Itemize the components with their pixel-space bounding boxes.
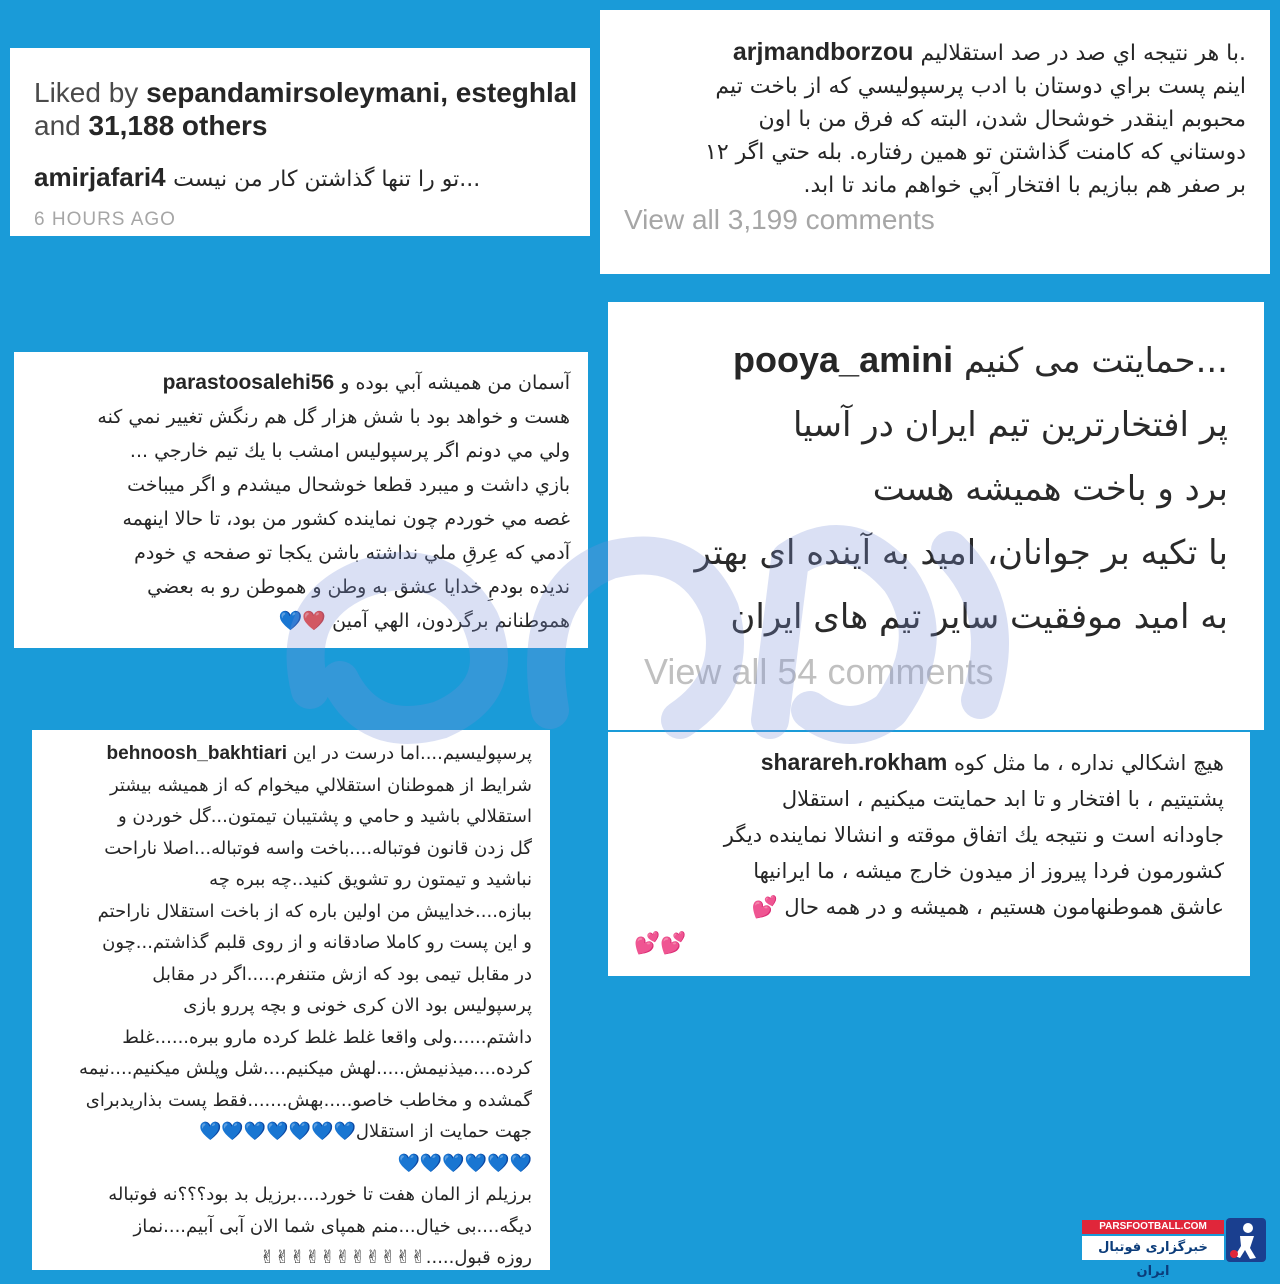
comment-line: نديده بودمِ خدايا عشق به وطن و هموطن رو به بعضي — [147, 576, 570, 598]
player-logo-icon — [1226, 1218, 1266, 1262]
comment-username[interactable]: sharareh.rokham — [760, 749, 948, 775]
comment-line-blue-hearts: جهت حمايت از استقلال💙💙💙💙💙💙💙 — [199, 1121, 532, 1142]
comment-line: اينم پست براي دوستان با ادب پرسپوليسي که از باخت تيم — [715, 74, 1246, 99]
comment-row — [34, 162, 590, 195]
comment-line: و اين پست رو كاملا صادقانه و از روى قلبم گذاشتم...چون — [102, 932, 532, 953]
view-all-comments-link[interactable]: View all 3,199 comments — [624, 204, 935, 235]
comment-username[interactable]: arjmandborzou — [732, 38, 914, 66]
comment-username[interactable]: parastoosalehi56 — [162, 371, 335, 394]
comment-line: گمشده و مخاطب خاصو.....بهش.......فقط پست بذاريدبراى — [85, 1089, 532, 1111]
comment-line: برزيلم از المان هفت تا خورد....برزيل بد بود؟؟؟نه فوتباله — [108, 1184, 532, 1205]
comment-line: گل زدن قانون فوتباله....باخت واسه فوتباله...اصلا ناراحت — [104, 837, 532, 859]
comment-line: داشتم......ولى واقعا غلط غلط كرده مارو ببره......غلط — [122, 1026, 532, 1048]
liked-by-label: Liked by — [34, 77, 147, 108]
comment-line: جاودانه است و نتيجه يك اتفاق موقته و انشالا نماينده ديگر — [723, 823, 1224, 847]
comment-line: ديگه....بى خيال...منم همپاى شما الان آبى آبيم....نماز — [133, 1215, 532, 1237]
comment-text: پرسپوليسيم....اما درست در اين — [292, 743, 532, 764]
comment-username[interactable]: pooya_amini — [733, 339, 954, 380]
hearts-emoji-icon: ❤️💙 — [278, 610, 327, 632]
comment-line: آدمي كه عِرقِ ملي نداشته باشن يكجا تو صفحه ي خودم — [134, 542, 570, 564]
comment-text: با هر نتيجه اي صد در صد استقلاليم. — [920, 41, 1246, 66]
comment-line: ولي مي دونم اگر پرسپوليس امشب با يك تيم خارجي ... — [129, 440, 570, 462]
comment-last-line — [32, 604, 570, 638]
comment-line: پر افتخارترین تیم ایران در آسیا — [792, 405, 1228, 445]
comment-line: با تکیه بر جوانان، امید به آینده ای بهتر — [694, 533, 1228, 573]
comment-card-arjmandborzou — [600, 10, 1270, 274]
comment-line: شرايط از هموطنان استقلالي ميخوام كه از هميشه بيشتر — [109, 774, 532, 796]
comment-first-line — [50, 738, 532, 770]
blue-hearts-emoji-icon: 💙💙💙💙💙💙 — [397, 1152, 532, 1174]
comment-line: دوستاني که کامنت گذاشتن تو همين رفتاره. بله حتي اگر ١٢ — [705, 140, 1246, 165]
comment-line: نباشيد و تيمتون رو تشويق كنيد..چه ببره چه — [209, 869, 532, 890]
comment-text: هموطنانم برگردون، الهي آمين — [332, 610, 570, 632]
comment-line: برد و باخت همیشه هست — [872, 469, 1228, 509]
comment-card-pooya-amini — [608, 302, 1264, 730]
comment-line: هست و خواهد بود با شش هزار گل هم رنگش تغيير نمي كنه — [97, 406, 570, 428]
comment-line: استقلالي باشيد و حامي و پشتيبان تيمتون...گل خوردن و — [118, 806, 532, 827]
comment-card-amirjafari4 — [10, 48, 590, 236]
logo-site-name: PARSFOOTBALL.COM — [1082, 1220, 1224, 1234]
comment-first-line — [624, 36, 1246, 70]
comment-first-line — [644, 328, 1228, 393]
comment-username[interactable]: amirjafari4 — [34, 162, 166, 192]
comment-line: كشورمون فردا پيروز از ميدون خارج ميشه ، ما ايرانيها — [753, 859, 1224, 883]
comment-line: محبوبم اينقدر خوشحال شدن، البته که فرق من با اون — [758, 107, 1246, 132]
view-all-comments-link[interactable]: View all 54 comments — [644, 651, 994, 692]
comment-line: در مقابل تيمى بود كه ازش متنفرم.....اگر در مقابل — [152, 963, 532, 985]
comment-text: آسمان من هميشه آبي بوده و — [340, 372, 570, 394]
liked-by-text — [34, 76, 590, 142]
comment-card-sharareh-rokham — [608, 732, 1250, 976]
comment-line: غصه مي خوردم چون نماينده كشور من بود، تا حالا اينهمه — [122, 508, 570, 530]
timestamp: 6 HOURS AGO — [34, 209, 176, 230]
comment-text: ...تو را تنها گذاشتن کار من نیست — [173, 167, 481, 192]
logo-tagline: خبرگزاری فوتبال ایران — [1082, 1236, 1224, 1260]
comment-line: كرده....ميذنيمش.....لهش ميكنيم....شل وپلش ميكنيم....نيمه — [79, 1058, 532, 1079]
comment-text: حمایتت می کنیم... — [963, 341, 1228, 381]
liked-and-label: and — [34, 110, 89, 141]
comment-line: ببازه....خداييش من اولين باره كه از باخت استقلال ناراحتم — [97, 900, 532, 922]
liked-by-users-link[interactable]: sepandamirsoleymani, esteghlal — [146, 77, 578, 108]
comment-card-behnoosh-bakhtiari — [32, 730, 550, 1270]
comment-text: هيچ اشكالي نداره ، ما مثل كوه — [954, 751, 1224, 775]
parsfootball-logo[interactable] — [1076, 1218, 1266, 1279]
comment-card-parastoosalehi56 — [14, 352, 588, 648]
comment-line: عاشق هموطنهامون هستيم ، هميشه و در همه حال 💕 — [751, 895, 1224, 919]
comment-username[interactable]: behnoosh_bakhtiari — [106, 743, 288, 764]
comment-line: بر صفر هم ببازيم با افتخار آبي خواهم ماند تا ابد. — [803, 173, 1246, 198]
comment-first-line — [32, 366, 570, 400]
comment-line-peace-hands: روزه قبول.....✌✌✌✌✌✌✌✌✌✌✌ — [259, 1247, 532, 1268]
comment-first-line — [634, 744, 1224, 781]
comment-line: پشتيتيم ، با افتخار و تا ابد حمايتت ميكنيم ، استقلال — [781, 787, 1224, 811]
comment-line: پرسپوليس بود الان كرى خونى و بچه پررو بازى — [183, 995, 532, 1016]
liked-count-link[interactable]: 31,188 others — [88, 110, 268, 141]
comment-line: بازي داشت و ميبرد قطعا خوشحال ميشدم و اگر ميباخت — [127, 474, 570, 496]
pink-hearts-emoji-icon: 💕💕 — [634, 931, 687, 955]
comment-line: به امید موفقیت سایر تیم های ایران — [730, 597, 1228, 637]
